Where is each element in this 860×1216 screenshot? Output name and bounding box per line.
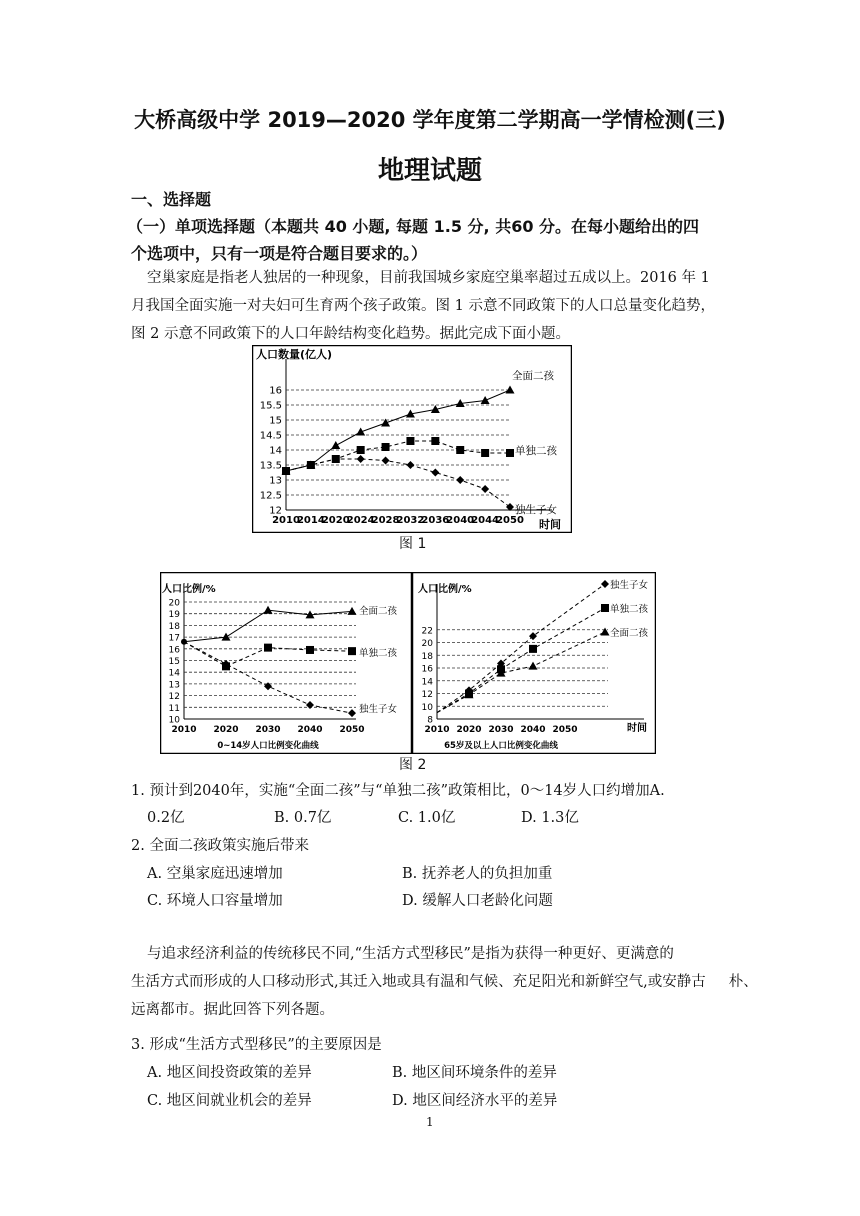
y-tick-label: 15 xyxy=(168,657,180,667)
q2-option-c: C. 环境人口容量增加 xyxy=(147,893,283,909)
x-tick-label: 2020 xyxy=(456,725,482,735)
y-tick-label: 15.5 xyxy=(259,400,282,412)
x-tick-label: 2028 xyxy=(371,515,400,526)
y-tick-label: 17 xyxy=(168,633,180,644)
data-point-diamond xyxy=(382,457,390,465)
series-label: 独生子女 xyxy=(515,504,557,516)
data-point-triangle xyxy=(529,662,538,670)
data-point-square xyxy=(506,449,514,457)
y-tick-label: 20 xyxy=(168,598,180,609)
figure1-caption: 图 1 xyxy=(399,536,427,552)
passage1-line3: 图 2 示意不同政策下的人口年龄结构变化趋势。据此完成下面小题。 xyxy=(131,326,570,342)
data-point-diamond xyxy=(406,461,414,469)
data-point-triangle xyxy=(348,607,357,615)
passage1-line1: 空巢家庭是指老人独居的一种现象，目前我国城乡家庭空巢率超过五成以上。2016 年 1 xyxy=(147,270,710,286)
figure2-caption: 图 2 xyxy=(399,757,427,773)
x-tick-label: 2050 xyxy=(339,725,365,735)
q2-stem: 2. 全面二孩政策实施后带来 xyxy=(131,838,309,854)
y-tick-label: 10 xyxy=(168,715,180,726)
y-tick-label: 14 xyxy=(421,677,433,688)
y-tick-label: 19 xyxy=(168,610,180,621)
page-number: 1 xyxy=(426,1115,434,1129)
series-label: 全面二孩 xyxy=(512,370,554,382)
y-tick-label: 10 xyxy=(421,702,433,713)
y-tick-label: 11 xyxy=(168,703,180,714)
data-point-square xyxy=(382,443,390,451)
x-tick-label: 2040 xyxy=(446,515,475,526)
y-tick-label: 22 xyxy=(421,626,433,637)
x-tick-label: 2032 xyxy=(396,515,425,526)
chart-caption: 0~14岁人口比例变化曲线 xyxy=(217,741,319,751)
x-axis-label: 时间 xyxy=(627,723,647,734)
data-point-start xyxy=(181,639,187,645)
q3-option-d: D. 地区间经济水平的差异 xyxy=(392,1093,558,1109)
data-point-diamond xyxy=(481,485,489,493)
data-point-square xyxy=(264,644,272,652)
x-tick-label: 2010 xyxy=(424,725,450,735)
x-tick-label: 2020 xyxy=(213,725,239,735)
x-tick-label: 2030 xyxy=(255,725,281,735)
series-line-square xyxy=(437,608,605,713)
data-point-triangle xyxy=(481,396,490,404)
x-tick-label: 2020 xyxy=(321,515,350,526)
passage1-line2: 月我国全面实施一对夫妇可生育两个孩子政策。图 1 示意不同政策下的人口总量变化趋势， xyxy=(131,298,715,314)
series-label: 单独二孩 xyxy=(359,648,398,659)
series-label: 全面二孩 xyxy=(359,606,398,617)
q3-option-c: C. 地区间就业机会的差异 xyxy=(147,1093,312,1109)
y-tick-label: 16 xyxy=(421,664,433,675)
x-tick-label: 2050 xyxy=(552,725,578,735)
passage2-line3: 远离都市。据此回答下列各题。 xyxy=(131,1002,334,1018)
y-axis-label: 人口数量(亿人) xyxy=(256,348,333,361)
q3-option-b: B. 地区间环境条件的差异 xyxy=(392,1065,557,1081)
x-tick-label: 2010 xyxy=(171,725,197,735)
data-point-triangle xyxy=(506,386,515,394)
data-point-diamond xyxy=(456,476,464,484)
q2-option-d: D. 缓解人口老龄化问题 xyxy=(402,893,553,909)
y-tick-label: 12.5 xyxy=(259,490,282,502)
x-axis-label: 时间 xyxy=(539,518,561,531)
section-instruction-line2: 个选项中，只有一项是符合题目要求的。） xyxy=(131,244,428,263)
data-point-square xyxy=(529,645,537,653)
data-point-diamond xyxy=(357,455,365,463)
y-tick-label: 18 xyxy=(421,651,433,662)
series-line-triangle xyxy=(286,390,510,471)
data-point-diamond xyxy=(529,632,537,640)
y-axis-label: 人口比例/% xyxy=(418,584,472,595)
y-tick-label: 13 xyxy=(168,680,180,691)
y-tick-label: 14 xyxy=(168,668,180,679)
q1-option-c: C. 1.0亿 xyxy=(398,810,456,826)
figure2b-chart xyxy=(412,572,656,754)
y-axis-label: 人口比例/% xyxy=(162,584,216,595)
y-tick-label: 14.5 xyxy=(259,430,282,442)
exam-subtitle: 地理试题 xyxy=(377,156,482,186)
q1-option-d: D. 1.3亿 xyxy=(521,810,579,826)
y-tick-label: 13 xyxy=(269,475,282,487)
y-tick-label: 12 xyxy=(269,505,282,517)
y-tick-label: 18 xyxy=(168,621,180,632)
y-tick-label: 13.5 xyxy=(259,460,282,472)
data-point-square xyxy=(306,646,314,654)
q1-option-a: 0.2亿 xyxy=(147,810,185,826)
exam-title: 大桥高级中学 2019—2020 学年度第二学期高一学情检测(三) xyxy=(134,108,726,132)
series-line-diamond xyxy=(286,459,510,507)
data-point-square xyxy=(431,437,439,445)
y-tick-label: 14 xyxy=(269,445,282,457)
q3-stem: 3. 形成“生活方式型移民”的主要原因是 xyxy=(131,1037,382,1053)
x-tick-label: 2050 xyxy=(496,515,524,526)
series-label: 独生子女 xyxy=(610,580,649,591)
data-point-diamond xyxy=(306,701,314,709)
y-tick-label: 8 xyxy=(427,715,433,726)
figure2a-chart xyxy=(160,572,412,754)
data-point-triangle xyxy=(356,428,365,436)
data-point-diamond xyxy=(601,580,609,588)
chart-frame xyxy=(161,573,412,754)
figure1-chart xyxy=(252,345,572,533)
data-point-square xyxy=(456,446,464,454)
data-point-square xyxy=(406,437,414,445)
series-line-square xyxy=(286,441,510,471)
x-tick-label: 2040 xyxy=(297,725,323,735)
x-tick-label: 2014 xyxy=(296,515,325,526)
y-tick-label: 15 xyxy=(269,415,282,427)
y-tick-label: 12 xyxy=(421,690,433,700)
x-tick-label: 2044 xyxy=(471,515,500,526)
x-tick-label: 2010 xyxy=(272,515,300,526)
data-point-triangle xyxy=(331,441,340,449)
data-point-triangle xyxy=(601,628,610,636)
data-point-diamond xyxy=(264,682,272,690)
x-tick-label: 2024 xyxy=(346,515,375,526)
x-tick-label: 2040 xyxy=(520,725,546,735)
q1-option-b: B. 0.7亿 xyxy=(274,810,332,826)
data-point-square xyxy=(357,446,365,454)
data-point-diamond xyxy=(348,709,356,717)
y-tick-label: 16 xyxy=(269,385,282,397)
data-point-square xyxy=(601,604,609,612)
section-heading: 一、选择题 xyxy=(131,190,212,209)
y-tick-label: 20 xyxy=(421,639,433,649)
data-point-start xyxy=(283,468,289,474)
series-line-diamond xyxy=(184,642,352,713)
section-instruction-line1: （一）单项选择题（本题共 40 小题, 每题 1.5 分, 共60 分。在每小题给出的四 xyxy=(127,217,700,236)
q3-option-a: A. 地区间投资政策的差异 xyxy=(147,1065,312,1081)
series-line-triangle xyxy=(437,632,605,713)
series-label: 独生子女 xyxy=(359,704,398,715)
y-tick-label: 12 xyxy=(168,692,180,703)
q2-option-a: A. 空巢家庭迅速增加 xyxy=(147,866,283,882)
data-point-square xyxy=(348,647,356,655)
data-point-diamond xyxy=(431,469,439,477)
data-point-triangle xyxy=(222,633,231,641)
series-label: 全面二孩 xyxy=(610,628,649,639)
chart-caption: 65岁及以上人口比例变化曲线 xyxy=(444,741,558,751)
q2-option-b: B. 抚养老人的负担加重 xyxy=(402,866,553,882)
passage2-line1: 与追求经济利益的传统移民不同,“生活方式型移民”是指为获得一种更好、更满意的 xyxy=(147,946,674,962)
series-label: 单独二孩 xyxy=(610,604,649,615)
q1-stem: 1. 预计到2040年，实施“全面二孩”与“单独二孩”政策相比，0～14岁人口约增加A. xyxy=(131,783,665,799)
x-tick-label: 2030 xyxy=(488,725,514,735)
data-point-square xyxy=(481,449,489,457)
data-point-triangle xyxy=(264,606,273,614)
y-tick-label: 16 xyxy=(168,645,180,656)
passage2-line2: 生活方式而形成的人口移动形式,其迁入地或具有温和气候、充足阳光和新鲜空气,或安静古 朴、 xyxy=(131,974,758,990)
x-tick-label: 2036 xyxy=(421,515,450,526)
series-label: 单独二孩 xyxy=(515,445,557,457)
